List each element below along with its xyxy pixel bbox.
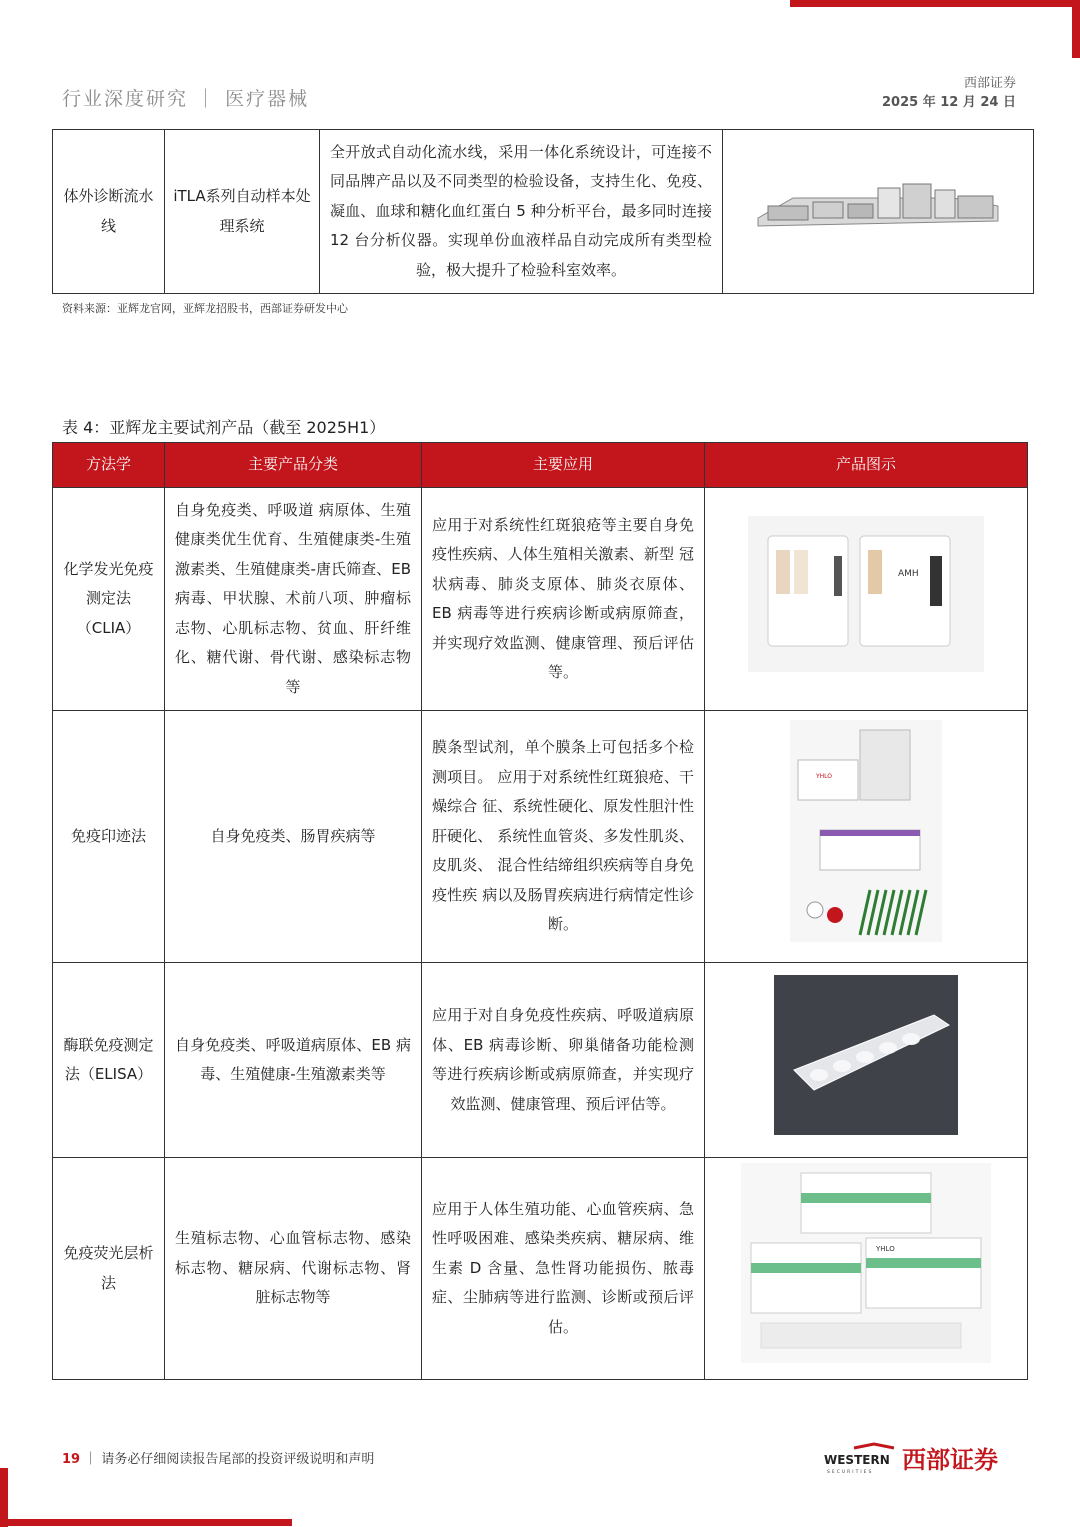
cell-method: 免疫荧光层析法 — [53, 1158, 165, 1380]
cell-category: 体外诊断流水线 — [53, 130, 165, 294]
report-category: 行业深度研究 ｜ 医疗器械 — [62, 88, 310, 110]
cell-image — [723, 130, 1034, 294]
cell-application: 应用于对系统性红斑狼疮等主要自身免疫性疾病、人体生殖相关激素、新型 冠状病毒、肺炎支原体、肺炎衣原体、 EB 病毒等进行疾病诊断或病原筛查， 并实现疗效监测、健康管理、预后评估等。 — [422, 488, 705, 711]
logo-en-sub: SECURITIES — [827, 1470, 874, 1475]
table-row — [53, 130, 1034, 294]
source-note: 资料来源：亚辉龙官网，亚辉龙招股书，西部证券研发中心 — [62, 302, 348, 315]
cell-method: 免疫印迹法 — [53, 711, 165, 963]
cell-application: 应用于人体生殖功能、心血管疾病、急性呼吸困难、感染类疾病、糖尿病、维生素 D 含量、急性肾功能损伤、脓毒症、尘肺病等进行监测、诊断或预后评估。 — [422, 1158, 705, 1380]
table-row — [53, 711, 1028, 963]
header-company: 西部证券 — [963, 76, 1016, 91]
disclaimer-text: 请务必仔细阅读报告尾部的投资评级说明和声明 — [101, 1452, 375, 1467]
footer-note: 19 ｜ 请务必仔细阅读报告尾部的投资评级说明和声明 — [62, 1452, 375, 1467]
header-meta — [882, 74, 1016, 112]
kit-label: YHLO — [816, 773, 833, 781]
cell-method: 化学发光免疫测定法（CLIA） — [53, 488, 165, 711]
header-date: 2025 年 12 月 24 日 — [882, 95, 1016, 110]
kit-label: YHLO — [876, 1245, 895, 1254]
table-row — [53, 1158, 1028, 1380]
fluorescence-kit-image — [741, 1163, 991, 1363]
corner-accent-top-right — [1072, 0, 1080, 58]
page-number: 19 — [62, 1452, 81, 1467]
header-image: 产品图示 — [705, 443, 1028, 488]
cell-image — [705, 488, 1028, 711]
cell-category: 生殖标志物、心血管标志物、感染标志物、糖尿病、代谢标志物、肾脏标志物等 — [165, 1158, 422, 1380]
automation-line-illustration — [753, 176, 1003, 236]
corner-accent-top — [790, 0, 1080, 7]
table-caption: 表 4：亚辉龙主要试剂产品（截至 2025H1） — [62, 418, 386, 437]
corner-accent-bottom-left — [0, 1468, 8, 1527]
cell-category: 自身免疫类、肠胃疾病等 — [165, 711, 422, 963]
logo-en: WESTERN — [824, 1453, 890, 1467]
table-header-row — [53, 443, 1028, 488]
corner-accent-bottom — [0, 1519, 292, 1526]
reagent-table — [52, 442, 1028, 1380]
logo-cn: 西部证券 — [902, 1446, 998, 1474]
cell-image — [705, 711, 1028, 963]
elisa-plate-image — [774, 975, 958, 1135]
cell-method: 酶联免疫测定法（ELISA） — [53, 963, 165, 1158]
cell-image — [705, 1158, 1028, 1380]
cell-category: 自身免疫类、呼吸道 病原体、生殖健康类优生优育、生殖健康类-生殖激素类、生殖健康类-唐氏筛查、EB 病毒、甲状腺、术前八项、肿瘤标志物、心肌标志物、贫血、肝纤维化、糖代谢、骨代谢、感染标志物等 — [165, 488, 422, 711]
cell-application: 膜条型试剂，单个膜条上可包括多个检 测项目。 应用于对系统性红斑狼疮、干燥综合 征、系统性硬化、原发性胆汁性肝硬化、 系统性血管炎、多发性肌炎、皮肌炎、 混合性结缔组织疾病等自身免疫性疾 病以及肠胃疾病进行病情定性诊断。 — [422, 711, 705, 963]
header-category: 主要产品分类 — [165, 443, 422, 488]
clia-reagent-kit-image — [748, 516, 984, 672]
header-method: 方法学 — [53, 443, 165, 488]
immunoblot-kit-image — [790, 720, 942, 942]
equipment-table — [52, 129, 1034, 294]
table-row — [53, 963, 1028, 1158]
cell-category: 自身免疫类、呼吸道病原体、EB 病毒、生殖健康-生殖激素类等 — [165, 963, 422, 1158]
header-application: 主要应用 — [422, 443, 705, 488]
kit-label: AMH — [898, 568, 919, 579]
western-securities-logo — [824, 1442, 1018, 1476]
cell-product: iTLA系列自动样本处理系统 — [165, 130, 320, 294]
cell-application: 应用于对自身免疫性疾病、呼吸道病原体、EB 病毒诊断、卵巢储备功能检测 等进行疾病诊断或病原筛查，并实现疗效监测、健康管理、预后评估等。 — [422, 963, 705, 1158]
cell-image — [705, 963, 1028, 1158]
table-row — [53, 488, 1028, 711]
cell-description: 全开放式自动化流水线，采用一体化系统设计，可连接不同品牌产品以及不同类型的检验设备，支持生化、免疫、凝血、血球和糖化血红蛋白 5 种分析平台，最多同时连接 12 台分析仪器。实现单份血液样品自动完成所有类型检验，极大提升了检验科室效率。 — [320, 130, 723, 294]
